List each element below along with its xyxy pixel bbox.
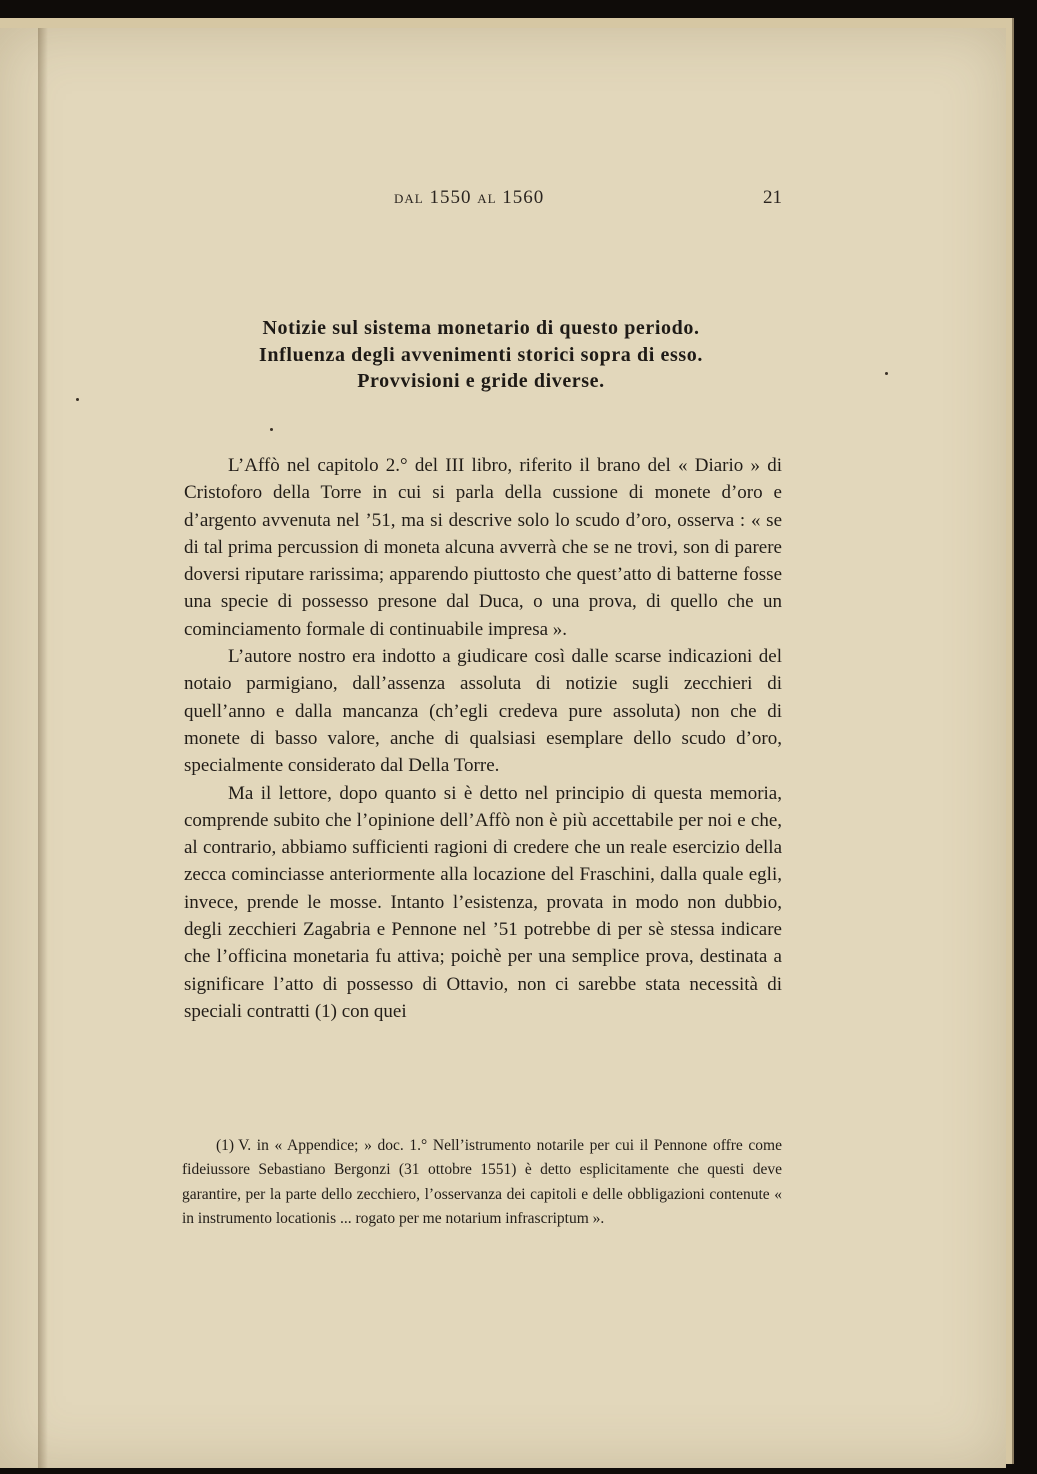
section-heading — [180, 315, 782, 395]
heading-line: Provvisioni e gride diverse. — [357, 370, 605, 392]
footnotes — [182, 1134, 782, 1231]
paragraph: L’autore nostro era indotto a giudicare così dalle scarse indicazioni del notaio parmigiano, dall’assenza assoluta di notizie sugli zecchieri di quell’anno e dalla mancanza (ch’egli credeva pure assoluta) non che di monete di basso valore, anche di qualsiasi esemplare dello scudo d’oro, specialmente considerato dal Della Torre. — [184, 646, 782, 777]
footnote-text: V. in « Appendice; » doc. 1.° Nell’istrumento notarile per cui il Pennone offre come fideiussore Sebastiano Bergonzi (31 ottobre 1551) è detto esplicitamente che questi deve garantire, per la parte dello zecchiero, l’osservanza dei capitoli e delle obbligazioni contenute « in instrumento locationis ... rogato per me notarium infrascriptum ». — [182, 1137, 782, 1227]
heading-line: Notizie sul sistema monetario di questo periodo. — [262, 317, 700, 339]
footnote — [182, 1134, 782, 1231]
paper-speck — [885, 372, 888, 375]
paper-speck — [76, 398, 79, 401]
paper-speck — [270, 428, 273, 431]
paragraph: L’Affò nel capitolo 2.° del III libro, riferito il brano del « Diario » di Cristoforo della Torre in cui si parla della cussione di monete d’oro e d’argento avvenuta nel ’51, ma si descrive solo lo scudo d’oro, osserva : « se di tal prima percussion di moneta alcuna avverrà che se ne trovi, son di parere doversi riputare rarissima; apparendo piuttosto che quest’atto di batterne fosse una specie di possesso presone dal Duca, o una prova, di quello che un cominciamento formale di continuabile impresa ». — [184, 455, 782, 640]
heading-line: Influenza degli avvenimenti storici sopra di esso. — [259, 343, 703, 366]
page-number: 21 — [763, 187, 782, 208]
paragraph: Ma il lettore, dopo quanto si è detto nel principio di questa memoria, comprende subito che l’opinione dell’Affò non è più accettabile per noi e che, al contrario, abbiamo sufficienti ragioni di credere che un reale esercizio della zecca cominciasse anteriormente alla locazione del Fraschini, dalla quale egli, invece, prende le mosse. Intanto l’esistenza, provata in modo non dubbio, degli zecchieri Zagabria e Pennone nel ’51 potrebbe di per sè stessa indicare che l’officina monetaria fu attiva; poichè per una semplice prova, destinata a significare l’atto di possesso di Ottavio, non ci sarebbe stata necessità di speciali contratti (1) con quei — [184, 782, 782, 1022]
page-header — [180, 187, 782, 217]
running-title: dal 1550 al 1560 — [394, 187, 545, 208]
binding-gutter — [38, 28, 48, 1468]
body-text — [184, 452, 782, 1025]
footnote-marker: (1) — [216, 1137, 235, 1154]
